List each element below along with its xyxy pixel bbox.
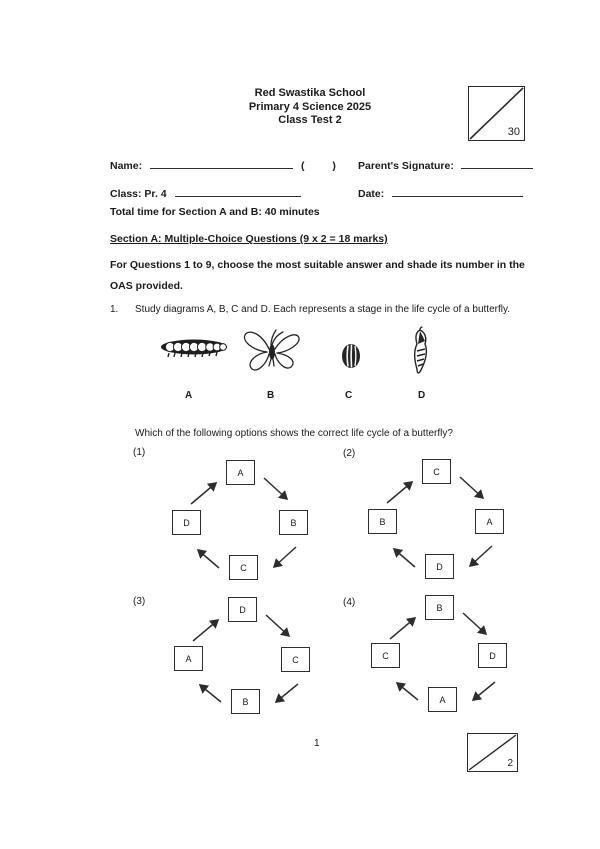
paper-header <box>100 87 520 128</box>
option-2-cycle-diagram <box>356 454 526 588</box>
test-title: Class Test 2 <box>278 114 342 126</box>
stage-label-a: A <box>185 390 193 401</box>
class-blank-line <box>175 185 301 197</box>
index-paren-close: ) <box>332 160 336 172</box>
index-paren-open: ( <box>301 160 305 172</box>
school-name: Red Swastika School <box>254 87 366 99</box>
instruction-line-1: For Questions 1 to 9, choose the most suitable answer and shade its number in the <box>110 259 525 271</box>
name-row <box>110 156 336 174</box>
question-1-text: Study diagrams A, B, C and D. Each represents a stage in the life cycle of a butterfly. <box>135 304 511 315</box>
cycle-box-left: A <box>174 646 203 671</box>
option-4-label: (4) <box>343 597 356 608</box>
option-4-cycle-diagram <box>359 590 529 724</box>
parent-signature-row <box>358 156 533 174</box>
cycle-box-bottom: D <box>425 554 454 579</box>
class-label: Class: Pr. 4 <box>110 188 167 200</box>
stage-d-pupa-drawing <box>408 324 434 378</box>
class-row <box>110 184 301 202</box>
cycle-box-right: C <box>281 647 310 672</box>
parent-signature-label: Parent's Signature: <box>358 160 454 172</box>
cycle-box-left: B <box>368 509 397 534</box>
page-number: 1 <box>314 738 320 749</box>
stage-label-d: D <box>418 390 426 401</box>
name-blank-line <box>150 157 293 169</box>
date-label: Date: <box>358 188 385 200</box>
question-1-number: 1. <box>110 304 119 315</box>
cycle-box-top: B <box>425 595 454 620</box>
stage-a-caterpillar-drawing <box>158 336 232 362</box>
cycle-box-bottom: A <box>428 687 457 712</box>
section-a-instructions <box>110 255 550 296</box>
stage-c-egg-drawing <box>338 342 364 370</box>
parent-signature-blank-line <box>461 157 533 169</box>
cycle-box-top: A <box>226 460 255 485</box>
date-row <box>358 184 523 202</box>
option-1-cycle-diagram <box>160 455 330 589</box>
name-label: Name: <box>110 160 143 172</box>
option-1-label: (1) <box>133 447 146 458</box>
cycle-box-top: D <box>228 597 257 622</box>
paper-title: Primary 4 Science 2025 <box>248 100 372 113</box>
cycle-box-right: A <box>475 509 504 534</box>
option-3-label: (3) <box>133 596 146 607</box>
cycle-box-right: B <box>279 510 308 535</box>
cycle-box-top: C <box>422 459 451 484</box>
next-section-score-box <box>467 733 518 772</box>
cycle-box-bottom: C <box>229 555 258 580</box>
total-marks-value: 30 <box>507 126 520 138</box>
cycle-box-bottom: B <box>231 689 260 714</box>
instruction-line-2: OAS provided. <box>110 279 183 292</box>
stage-b-butterfly-drawing <box>240 324 304 376</box>
next-section-marks-value: 2 <box>507 758 513 769</box>
stage-label-b: B <box>267 390 275 401</box>
total-marks-score-box <box>468 86 525 141</box>
stage-label-c: C <box>345 390 353 401</box>
cycle-box-right: D <box>478 643 507 668</box>
cycle-box-left: D <box>172 510 201 535</box>
date-blank-line <box>392 185 523 197</box>
cycle-box-left: C <box>371 643 400 668</box>
section-a-heading: Section A: Multiple-Choice Questions (9 x 2 = 18 marks) <box>110 233 388 245</box>
question-1-prompt: Which of the following options shows the correct life cycle of a butterfly? <box>135 428 453 439</box>
option-2-label: (2) <box>343 448 356 459</box>
option-3-cycle-diagram <box>162 592 332 726</box>
total-time-note: Total time for Section A and B: 40 minutes <box>110 206 320 218</box>
